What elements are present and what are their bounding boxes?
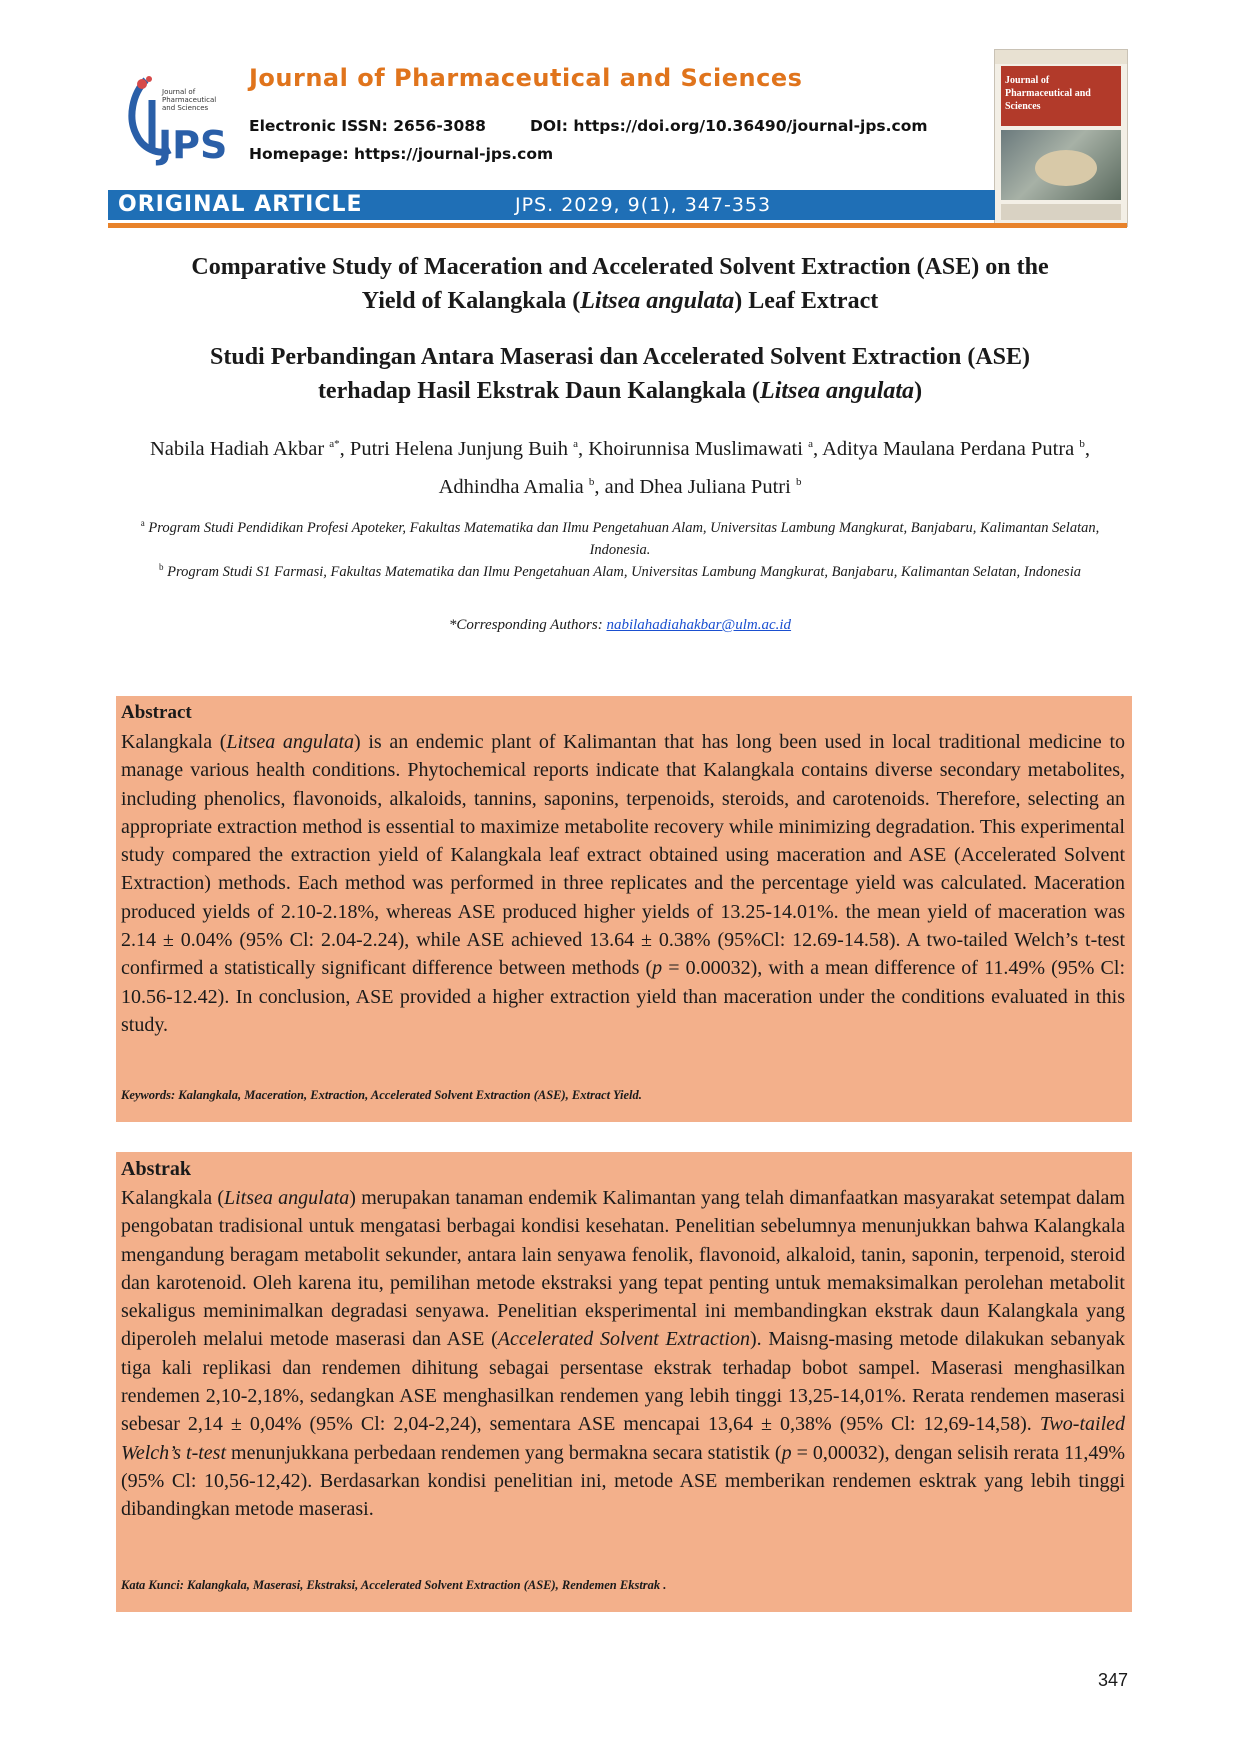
author-affiliation-mark: a*	[329, 438, 340, 450]
author-name: Nabila Hadiah Akbar	[149, 437, 325, 460]
abstrak-text: Kalangkala (Litsea angulata) merupakan tanaman endemik Kalimantan yang telah dimanfaatkan masyarakat setempat dalam pengobatan tradisional untuk mengatasi berbagai kondisi kesehatan. Penelitian sebelumnya menunjukkan bahwa Kalangkala mengandung beragam metabolit sekunder, antara lain senyawa fenolik, flavonoid, alkaloid, tanin, saponin, terpenoid, steroid dan karotenoid. Oleh karena itu, pemilihan metode ekstraksi yang tepat penting untuk memaksimalkan perolehan metabolit sekaligus meminimalkan degradasi senyawa. Penelitian eksperimental ini membandingkan ekstrak daun Kalangkala yang diperoleh melalui metode maserasi dan ASE (Accelerated Solvent Extraction). Maisng-masing metode dilakukan sebanyak tiga kali replikasi dan rendemen dihitung sebagai persentase ekstrak terhadap bobot sampel. Maserasi menghasilkan rendemen 2,10-2,18%, sedangkan ASE menghasilkan rendemen yang lebih tinggi 13,25-14,01%. Rerata rendemen maserasi sebesar 2,14 ± 0,04% (95% Cl: 2,04-2,24), sementara ASE mencapai 13,64 ± 0,38% (95% Cl: 12,69-14,58). Two-tailed Welch’s t-test menunjukkana perbedaan rendemen yang bermakna secara statistik (p = 0,00032), dengan selisih rerata 11,49% (95% Cl: 10,56-12,42). Berdasarkan kondisi penelitian ini, metode ASE memberikan rendemen esktrak yang lebih tinggi dibandingkan metode maserasi.	[121, 1187, 1126, 1521]
author-name: Putri Helena Junjung Buih	[349, 437, 569, 460]
author-list	[130, 428, 1110, 504]
author-separator: ,	[339, 437, 350, 460]
author-separator: ,	[578, 437, 589, 460]
author-affiliation-mark: b	[588, 475, 595, 488]
author-name: Aditya Maulana Perdana Putra	[822, 437, 1075, 460]
article-type-label: ORIGINAL ARTICLE	[118, 192, 363, 217]
header-divider	[108, 223, 1127, 228]
corresponding-email-link[interactable]: nabilahadiahakbar@ulm.ac.id	[606, 617, 792, 633]
title-english	[130, 250, 1110, 318]
title-indonesian-line1: Studi Perbandingan Antara Maserasi dan Accelerated Solvent Extraction (ASE)	[210, 344, 1030, 370]
electronic-issn: Electronic ISSN: 2656-3088	[249, 117, 486, 135]
abstract-keywords: Keywords: Kalangkala, Maceration, Extraction, Accelerated Solvent Extraction (ASE), Extract Yield.	[121, 1088, 642, 1102]
author-name: Khoirunnisa Muslimawati	[588, 437, 803, 460]
journal-title: Journal of Pharmaceutical and Sciences	[249, 64, 803, 92]
title-english-line2: Yield of Kalangkala (Litsea angulata) Leaf Extract	[361, 288, 879, 314]
title-indonesian	[130, 340, 1110, 408]
author-affiliation-mark: a	[808, 438, 813, 450]
author-affiliation-mark: b	[1079, 438, 1085, 450]
author-name: Adhindha Amalia	[438, 475, 584, 498]
homepage-link[interactable]: Homepage: https://journal-jps.com	[249, 145, 554, 163]
doi-link[interactable]: DOI: https://doi.org/10.36490/journal-jps.com	[530, 117, 928, 135]
author-separator: ,	[1084, 437, 1091, 460]
svg-text:JPS: JPS	[158, 123, 228, 167]
journal-logo	[118, 70, 228, 170]
citation-label: JPS. 2029, 9(1), 347-353	[515, 194, 772, 216]
author-separator: ,	[812, 437, 823, 460]
journal-cover-image	[995, 50, 1127, 226]
title-indonesian-line2: terhadap Hasil Ekstrak Daun Kalangkala (Litsea angulata)	[317, 378, 923, 404]
author-separator: , and	[594, 475, 640, 498]
title-english-line1: Comparative Study of Maceration and Accelerated Solvent Extraction (ASE) on the	[191, 254, 1049, 280]
abstract-heading: Abstract	[121, 702, 192, 723]
affiliation-a: $^a$ Program Studi Pendidikan Profesi Apoteker, Fakultas Matematika dan Ilmu Pengetahuan Alam, Universitas Lambung Mangkurat, Banjabaru, Kalimantan Selatan, Indonesia.	[140, 518, 1100, 558]
author-affiliation-mark: a	[573, 438, 579, 450]
logo-small-text: Journal of Pharmaceutical and Sciences	[162, 88, 217, 112]
affiliation-b: $^b$ Program Studi S1 Farmasi, Fakultas Matematika dan Ilmu Pengetahuan Alam, Universitas Lambung Mangkurat, Banjabaru, Kalimantan Selatan, Indonesia	[159, 562, 1081, 580]
abstract-box	[116, 696, 1132, 1122]
author-name: Dhea Juliana Putri	[639, 475, 791, 498]
cover-title-line1: Journal of	[1005, 75, 1050, 86]
author-affiliation-mark: b	[795, 475, 802, 488]
abstract-text: Kalangkala (Litsea angulata) is an endemic plant of Kalimantan that has long been used in local traditional medicine to manage various health conditions. Phytochemical reports indicate that Kalangkala contains diverse secondary metabolites, including phenolics, flavonoids, alkaloids, tannins, saponins, terpenoids, steroids, and carotenoids. Therefore, selecting an appropriate extraction method is essential to maximize metabolite recovery while minimizing degradation. This experimental study compared the extraction yield of Kalangkala leaf extract obtained using maceration and ASE (Accelerated Solvent Extraction) methods. Each method was performed in three replicates and the percentage yield was calculated. Maceration produced yields of 2.10-2.18%, whereas ASE produced higher yields of 13.25-14.01%. the mean yield of maceration was 2.14 ± 0.04% (95% Cl: 2.04-2.24), while ASE achieved 13.64 ± 0.38% (95%Cl: 12.69-14.58). A two-tailed Welch’s t-test confirmed a statistically significant difference between methods (p = 0.00032), with a mean difference of 11.49% (95% Cl: 10.56-12.42). In conclusion, ASE provided a higher extraction yield than maceration under the conditions evaluated in this study.	[121, 731, 1125, 1036]
abstrak-heading: Abstrak	[121, 1158, 192, 1180]
abstrak-keywords: Kata Kunci: Kalangkala, Maserasi, Ekstraksi, Accelerated Solvent Extraction (ASE), Rendemen Ekstrak .	[121, 1578, 667, 1592]
cover-title-line2: Pharmaceutical and Sciences	[1005, 88, 1091, 112]
abstrak-box	[116, 1152, 1132, 1612]
page-number: 347	[1098, 1670, 1129, 1690]
corresponding-author: *Corresponding Authors: nabilahadiahakbar@ulm.ac.id	[448, 617, 792, 633]
